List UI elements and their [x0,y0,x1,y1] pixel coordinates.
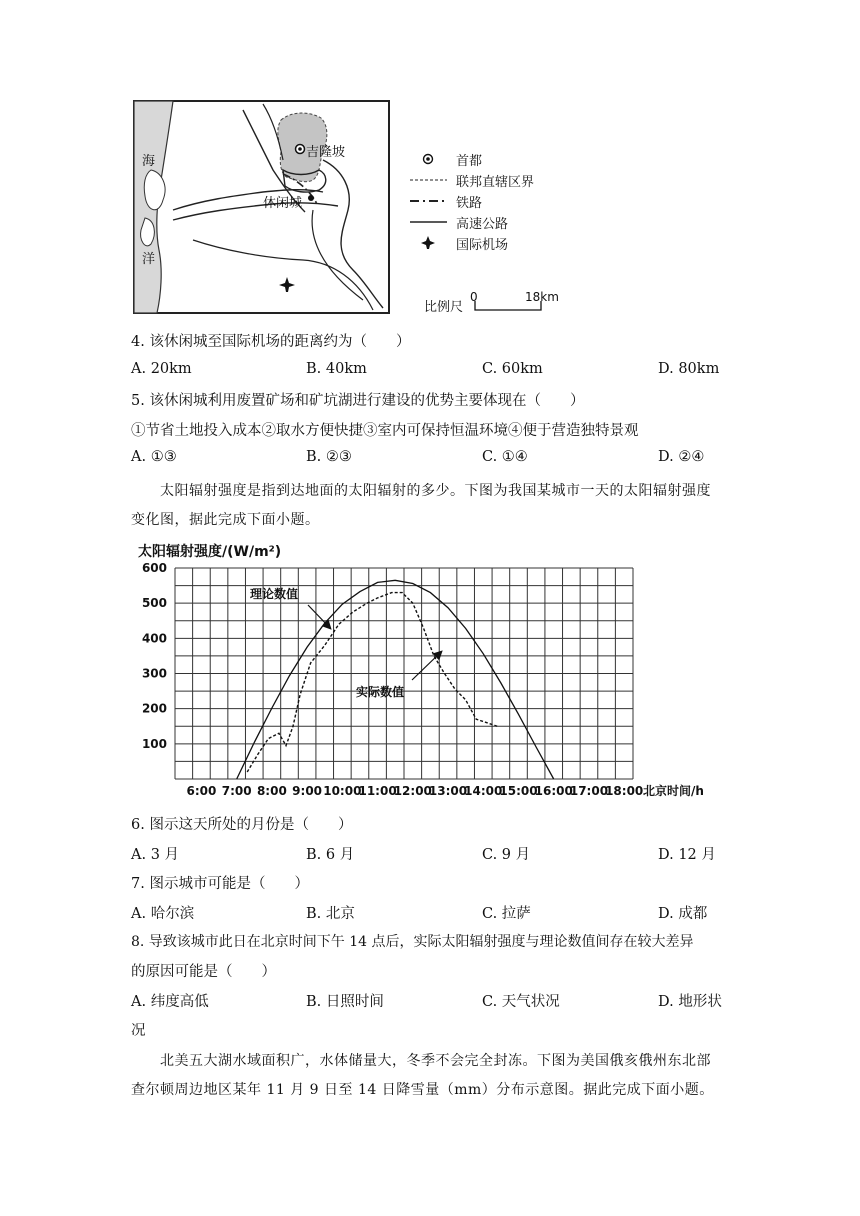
q4-option-c[interactable]: C. 60km [482,361,543,377]
annotation-arrow-theoretical [308,605,330,628]
q8-option-b[interactable]: B. 日照时间 [306,994,384,1010]
y-tick-label: 300 [141,666,167,681]
scale-end-label: 18km [525,290,559,304]
q6-option-b[interactable]: B. 6 月 [306,847,355,863]
q7-option-d[interactable]: D. 成都 [658,906,708,922]
q8-option-c[interactable]: C. 天气状况 [482,994,560,1010]
q8-option-d[interactable]: D. 地形状 [658,994,722,1010]
series-line-actual [247,593,497,772]
question-6-stem: 6. 图示这天所处的月份是（ ） [131,817,353,833]
q8-option-a[interactable]: A. 纬度高低 [131,994,209,1010]
annotation-actual: 实际数值 [356,685,405,699]
question-5-statements: ①节省土地投入成本②取水方便快捷③室内可保持恒温环境④便于营造独特景观 [131,423,639,439]
q4-option-a[interactable]: A. 20km [131,361,192,377]
q5-option-b[interactable]: B. ②③ [306,449,352,465]
legend-boundary-label: 联邦直辖区界 [456,175,535,190]
q5-option-d[interactable]: D. ②④ [658,449,705,465]
q7-option-b[interactable]: B. 北京 [306,906,355,922]
question-7-stem: 7. 图示城市可能是（ ） [131,876,309,892]
intro-paragraph-2-line-1: 北美五大湖水域面积广，水体储量大，冬季不会完全封冻。下图为美国俄亥俄州东北部 [160,1053,711,1069]
y-tick-label: 500 [141,596,167,611]
x-tick-label: 6:00 [186,784,217,798]
chart-y-axis-title: 太阳辐射强度/(W/m²) [138,544,282,560]
resort-label: 休闲城 [263,196,303,211]
annotation-theoretical: 理论数值 [250,587,299,601]
y-tick-label: 400 [141,631,167,646]
x-tick-label: 9:00 [292,784,323,798]
x-tick-label: 13:00 [428,784,468,798]
q4-option-b[interactable]: B. 40km [306,361,367,377]
x-tick-label: 12:00 [393,784,432,798]
question-8-stem-line-1: 8. 导致该城市此日在北京时间下午 14 点后，实际太阳辐射强度与理论数值间存在较大差异 [131,934,694,950]
sea-label: 海 [142,154,156,169]
q6-option-a[interactable]: A. 3 月 [131,847,180,863]
scale-zero-label: 0 [470,290,478,304]
question-5-stem: 5. 该休闲城利用废置矿场和矿坑湖进行建设的优势主要体现在（ ） [131,393,585,409]
q4-option-d[interactable]: D. 80km [658,361,720,377]
question-4-stem: 4. 该休闲城至国际机场的距离约为（ ） [131,334,411,350]
x-tick-label: 16:00 [534,784,573,798]
x-tick-label: 10:00 [323,784,362,798]
intro-paragraph-2-line-2: 查尔顿周边地区某年 11 月 9 日至 14 日降雪量（mm）分布示意图。据此完成下面小题。 [131,1082,714,1098]
x-axis-label: 北京时间/h [643,784,704,798]
x-tick-label: 11:00 [358,784,397,798]
x-tick-label: 7:00 [221,784,252,798]
series-line-theoretical [237,580,554,779]
q7-option-a[interactable]: A. 哈尔滨 [131,906,195,922]
question-8-stem-line-2: 的原因可能是（ ） [131,964,276,980]
q5-option-a[interactable]: A. ①③ [131,449,177,465]
q6-option-d[interactable]: D. 12 月 [658,847,716,863]
y-tick-label: 200 [141,701,167,716]
q6-option-c[interactable]: C. 9 月 [482,847,531,863]
q7-option-c[interactable]: C. 拉萨 [482,906,531,922]
x-tick-label: 17:00 [569,784,609,798]
scale-label: 比例尺 [424,300,464,315]
legend-highway-label: 高速公路 [456,217,509,232]
x-tick-label: 8:00 [256,784,287,798]
legend-airport-label: 国际机场 [456,238,509,253]
x-tick-label: 15:00 [499,784,538,798]
legend-capital-label: 首都 [456,154,483,169]
intro-paragraph-1-line-2: 变化图，据此完成下面小题。 [131,512,320,528]
legend-railway-label: 铁路 [456,196,483,211]
y-tick-label: 600 [141,561,167,575]
q5-option-c[interactable]: C. ①④ [482,449,528,465]
q8-option-d-wrap: 况 [131,1023,146,1039]
ocean-label: 洋 [142,252,156,267]
x-tick-label: 14:00 [464,784,503,798]
intro-paragraph-1-line-1: 太阳辐射强度是指到达地面的太阳辐射的多少。下图为我国某城市一天的太阳辐射强度 [160,483,711,499]
x-tick-label: 18:00 [605,784,644,798]
capital-label: 吉隆坡 [306,145,346,160]
y-tick-label: 100 [141,736,167,751]
